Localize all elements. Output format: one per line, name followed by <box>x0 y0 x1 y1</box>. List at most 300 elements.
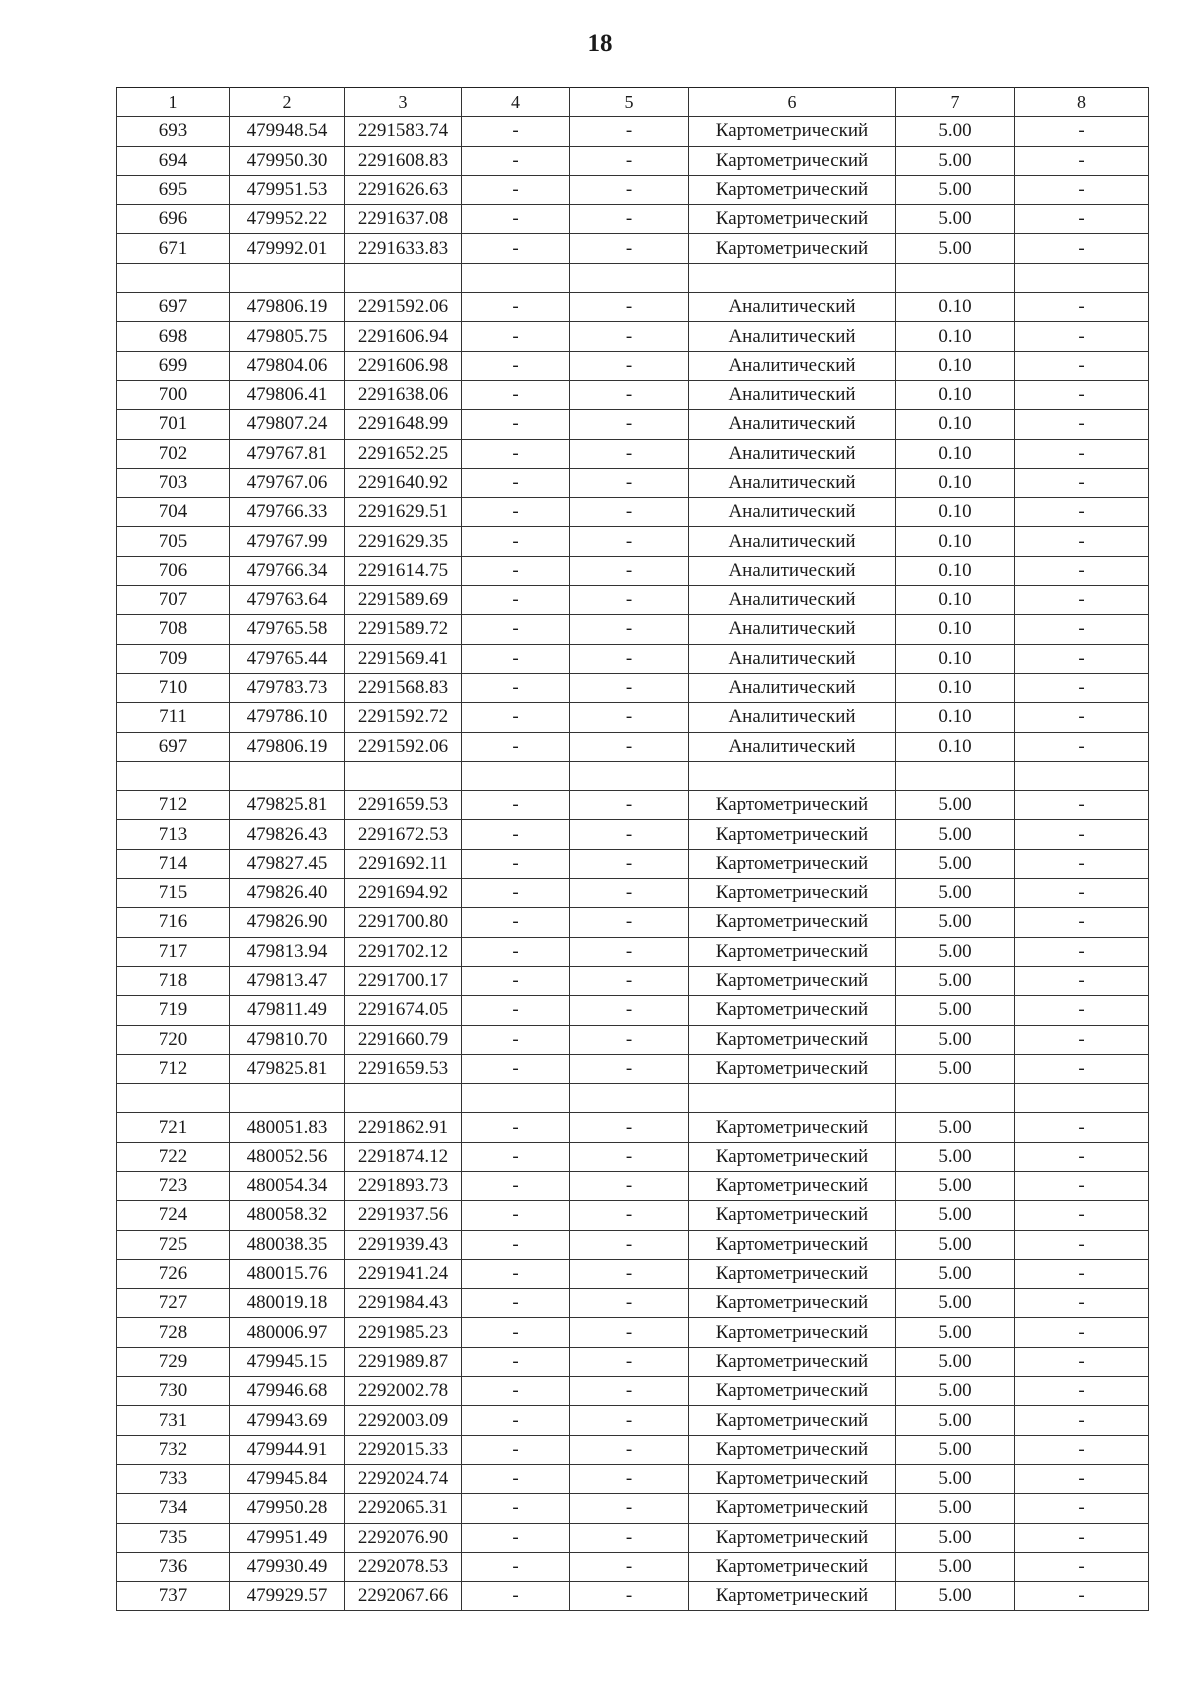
table-row <box>117 439 1149 468</box>
cell-accuracy: 5.00 <box>896 205 1015 234</box>
cell-x-coordinate: 479951.53 <box>230 175 345 204</box>
table-row <box>117 1259 1149 1288</box>
cell-col-8: - <box>1015 615 1149 644</box>
cell-col-5: - <box>570 732 689 761</box>
cell-method: Аналитический <box>689 556 896 585</box>
cell-point-number: 737 <box>117 1582 230 1611</box>
cell-col-8: - <box>1015 439 1149 468</box>
cell-col-4: - <box>462 556 570 585</box>
cell-method: Аналитический <box>689 380 896 409</box>
cell-col-5: - <box>570 1054 689 1083</box>
cell-col-4: - <box>462 351 570 380</box>
cell-accuracy: 5.00 <box>896 234 1015 263</box>
cell-col-5: - <box>570 966 689 995</box>
cell-col-5: - <box>570 1142 689 1171</box>
cell-col-8: - <box>1015 1201 1149 1230</box>
cell-col-8: - <box>1015 468 1149 497</box>
cell-col-8: - <box>1015 1552 1149 1581</box>
cell-x-coordinate: 479943.69 <box>230 1406 345 1435</box>
separator-cell <box>1015 761 1149 790</box>
cell-col-4: - <box>462 791 570 820</box>
cell-accuracy: 0.10 <box>896 322 1015 351</box>
cell-method: Картометрический <box>689 908 896 937</box>
table-body <box>117 88 1149 1611</box>
cell-col-4: - <box>462 322 570 351</box>
cell-col-4: - <box>462 673 570 702</box>
cell-col-8: - <box>1015 1494 1149 1523</box>
cell-x-coordinate: 479766.33 <box>230 498 345 527</box>
table-row <box>117 468 1149 497</box>
table-row <box>117 1201 1149 1230</box>
cell-x-coordinate: 479946.68 <box>230 1377 345 1406</box>
cell-y-coordinate: 2291606.98 <box>345 351 462 380</box>
cell-col-4: - <box>462 732 570 761</box>
cell-col-4: - <box>462 498 570 527</box>
cell-col-5: - <box>570 1171 689 1200</box>
cell-y-coordinate: 2291633.83 <box>345 234 462 263</box>
cell-col-5: - <box>570 468 689 497</box>
cell-x-coordinate: 479767.81 <box>230 439 345 468</box>
cell-col-5: - <box>570 791 689 820</box>
table-row <box>117 146 1149 175</box>
cell-point-number: 694 <box>117 146 230 175</box>
cell-accuracy: 5.00 <box>896 117 1015 146</box>
cell-y-coordinate: 2291626.63 <box>345 175 462 204</box>
cell-col-4: - <box>462 849 570 878</box>
cell-col-5: - <box>570 175 689 204</box>
cell-col-4: - <box>462 1025 570 1054</box>
table-row <box>117 1054 1149 1083</box>
cell-col-4: - <box>462 703 570 732</box>
cell-method: Картометрический <box>689 117 896 146</box>
cell-col-8: - <box>1015 644 1149 673</box>
separator-cell <box>689 761 896 790</box>
cell-accuracy: 5.00 <box>896 1552 1015 1581</box>
cell-col-4: - <box>462 175 570 204</box>
cell-col-8: - <box>1015 1171 1149 1200</box>
cell-y-coordinate: 2292015.33 <box>345 1435 462 1464</box>
cell-col-5: - <box>570 1347 689 1376</box>
cell-col-4: - <box>462 1318 570 1347</box>
cell-col-4: - <box>462 1582 570 1611</box>
cell-col-4: - <box>462 146 570 175</box>
cell-y-coordinate: 2291592.72 <box>345 703 462 732</box>
cell-col-8: - <box>1015 1582 1149 1611</box>
cell-point-number: 718 <box>117 966 230 995</box>
cell-col-4: - <box>462 380 570 409</box>
cell-x-coordinate: 479825.81 <box>230 791 345 820</box>
cell-accuracy: 5.00 <box>896 879 1015 908</box>
cell-method: Аналитический <box>689 322 896 351</box>
cell-col-5: - <box>570 908 689 937</box>
separator-cell <box>117 263 230 292</box>
cell-y-coordinate: 2291660.79 <box>345 1025 462 1054</box>
cell-accuracy: 0.10 <box>896 410 1015 439</box>
cell-y-coordinate: 2292078.53 <box>345 1552 462 1581</box>
table-row <box>117 937 1149 966</box>
cell-x-coordinate: 480058.32 <box>230 1201 345 1230</box>
cell-point-number: 696 <box>117 205 230 234</box>
separator-cell <box>462 761 570 790</box>
cell-x-coordinate: 479930.49 <box>230 1552 345 1581</box>
cell-accuracy: 5.00 <box>896 1142 1015 1171</box>
cell-col-5: - <box>570 322 689 351</box>
cell-method: Картометрический <box>689 1113 896 1142</box>
cell-point-number: 706 <box>117 556 230 585</box>
cell-y-coordinate: 2291985.23 <box>345 1318 462 1347</box>
cell-y-coordinate: 2291629.35 <box>345 527 462 556</box>
cell-method: Аналитический <box>689 468 896 497</box>
cell-method: Картометрический <box>689 175 896 204</box>
cell-x-coordinate: 479763.64 <box>230 586 345 615</box>
cell-col-5: - <box>570 1552 689 1581</box>
cell-col-8: - <box>1015 966 1149 995</box>
cell-col-4: - <box>462 205 570 234</box>
cell-y-coordinate: 2291700.80 <box>345 908 462 937</box>
cell-y-coordinate: 2291939.43 <box>345 1230 462 1259</box>
header-cell-col-5: 5 <box>570 88 689 117</box>
separator-cell <box>345 761 462 790</box>
cell-point-number: 714 <box>117 849 230 878</box>
cell-y-coordinate: 2291937.56 <box>345 1201 462 1230</box>
cell-point-number: 733 <box>117 1464 230 1493</box>
cell-y-coordinate: 2291893.73 <box>345 1171 462 1200</box>
cell-point-number: 693 <box>117 117 230 146</box>
header-cell-x-coordinate: 2 <box>230 88 345 117</box>
cell-method: Картометрический <box>689 1318 896 1347</box>
cell-col-4: - <box>462 1230 570 1259</box>
cell-accuracy: 5.00 <box>896 1582 1015 1611</box>
cell-accuracy: 5.00 <box>896 1464 1015 1493</box>
cell-method: Аналитический <box>689 644 896 673</box>
table-row <box>117 175 1149 204</box>
separator-cell <box>896 761 1015 790</box>
separator-cell <box>570 1084 689 1113</box>
separator-cell <box>570 263 689 292</box>
cell-x-coordinate: 479826.43 <box>230 820 345 849</box>
cell-col-8: - <box>1015 1230 1149 1259</box>
cell-col-4: - <box>462 586 570 615</box>
cell-point-number: 735 <box>117 1523 230 1552</box>
cell-col-5: - <box>570 1201 689 1230</box>
header-cell-accuracy: 7 <box>896 88 1015 117</box>
cell-col-8: - <box>1015 527 1149 556</box>
cell-col-5: - <box>570 1523 689 1552</box>
cell-col-8: - <box>1015 937 1149 966</box>
section-separator-row <box>117 761 1149 790</box>
table-row <box>117 820 1149 849</box>
cell-point-number: 697 <box>117 293 230 322</box>
cell-accuracy: 0.10 <box>896 351 1015 380</box>
cell-accuracy: 5.00 <box>896 1435 1015 1464</box>
cell-col-4: - <box>462 1464 570 1493</box>
cell-y-coordinate: 2292002.78 <box>345 1377 462 1406</box>
table-row <box>117 732 1149 761</box>
cell-point-number: 701 <box>117 410 230 439</box>
cell-y-coordinate: 2291640.92 <box>345 468 462 497</box>
cell-accuracy: 5.00 <box>896 937 1015 966</box>
cell-col-5: - <box>570 820 689 849</box>
cell-accuracy: 0.10 <box>896 615 1015 644</box>
cell-y-coordinate: 2291569.41 <box>345 644 462 673</box>
cell-point-number: 717 <box>117 937 230 966</box>
table-row <box>117 1230 1149 1259</box>
cell-col-8: - <box>1015 673 1149 702</box>
cell-point-number: 709 <box>117 644 230 673</box>
cell-col-5: - <box>570 527 689 556</box>
cell-y-coordinate: 2291702.12 <box>345 937 462 966</box>
cell-col-8: - <box>1015 234 1149 263</box>
cell-col-5: - <box>570 615 689 644</box>
cell-col-8: - <box>1015 703 1149 732</box>
cell-y-coordinate: 2291984.43 <box>345 1289 462 1318</box>
cell-method: Картометрический <box>689 1435 896 1464</box>
cell-x-coordinate: 479783.73 <box>230 673 345 702</box>
cell-method: Картометрический <box>689 791 896 820</box>
table-row <box>117 1464 1149 1493</box>
cell-method: Аналитический <box>689 732 896 761</box>
cell-method: Аналитический <box>689 673 896 702</box>
cell-col-5: - <box>570 439 689 468</box>
cell-col-4: - <box>462 908 570 937</box>
cell-col-8: - <box>1015 879 1149 908</box>
cell-accuracy: 0.10 <box>896 498 1015 527</box>
cell-col-4: - <box>462 117 570 146</box>
cell-accuracy: 0.10 <box>896 556 1015 585</box>
cell-y-coordinate: 2291592.06 <box>345 732 462 761</box>
cell-col-5: - <box>570 1582 689 1611</box>
cell-col-8: - <box>1015 556 1149 585</box>
cell-y-coordinate: 2291638.06 <box>345 380 462 409</box>
cell-y-coordinate: 2292003.09 <box>345 1406 462 1435</box>
table-row <box>117 498 1149 527</box>
cell-col-8: - <box>1015 849 1149 878</box>
cell-y-coordinate: 2291692.11 <box>345 849 462 878</box>
cell-accuracy: 5.00 <box>896 820 1015 849</box>
cell-method: Картометрический <box>689 1171 896 1200</box>
cell-accuracy: 5.00 <box>896 1259 1015 1288</box>
cell-point-number: 719 <box>117 996 230 1025</box>
cell-accuracy: 5.00 <box>896 1113 1015 1142</box>
cell-x-coordinate: 479806.19 <box>230 732 345 761</box>
separator-cell <box>230 761 345 790</box>
cell-col-5: - <box>570 380 689 409</box>
cell-col-8: - <box>1015 1142 1149 1171</box>
table-row <box>117 1347 1149 1376</box>
cell-col-8: - <box>1015 1406 1149 1435</box>
cell-col-8: - <box>1015 1259 1149 1288</box>
header-cell-method: 6 <box>689 88 896 117</box>
cell-col-4: - <box>462 1523 570 1552</box>
cell-col-5: - <box>570 644 689 673</box>
table-row <box>117 1025 1149 1054</box>
cell-col-8: - <box>1015 380 1149 409</box>
cell-col-8: - <box>1015 1377 1149 1406</box>
cell-method: Картометрический <box>689 879 896 908</box>
cell-col-8: - <box>1015 586 1149 615</box>
table-row <box>117 966 1149 995</box>
cell-col-5: - <box>570 410 689 439</box>
cell-accuracy: 5.00 <box>896 1347 1015 1376</box>
table-row <box>117 1318 1149 1347</box>
cell-x-coordinate: 479806.19 <box>230 293 345 322</box>
cell-x-coordinate: 479810.70 <box>230 1025 345 1054</box>
cell-point-number: 702 <box>117 439 230 468</box>
cell-accuracy: 5.00 <box>896 175 1015 204</box>
cell-accuracy: 5.00 <box>896 1377 1015 1406</box>
cell-point-number: 697 <box>117 732 230 761</box>
cell-y-coordinate: 2291941.24 <box>345 1259 462 1288</box>
cell-col-4: - <box>462 996 570 1025</box>
separator-cell <box>117 1084 230 1113</box>
cell-col-8: - <box>1015 1347 1149 1376</box>
table-row <box>117 1523 1149 1552</box>
cell-method: Аналитический <box>689 293 896 322</box>
cell-point-number: 712 <box>117 1054 230 1083</box>
cell-y-coordinate: 2291700.17 <box>345 966 462 995</box>
cell-x-coordinate: 479786.10 <box>230 703 345 732</box>
table-row <box>117 1406 1149 1435</box>
cell-point-number: 708 <box>117 615 230 644</box>
cell-point-number: 729 <box>117 1347 230 1376</box>
cell-x-coordinate: 479813.47 <box>230 966 345 995</box>
page-number: 18 <box>587 30 613 57</box>
cell-method: Картометрический <box>689 1406 896 1435</box>
cell-y-coordinate: 2291659.53 <box>345 791 462 820</box>
cell-x-coordinate: 480051.83 <box>230 1113 345 1142</box>
cell-accuracy: 0.10 <box>896 586 1015 615</box>
cell-method: Картометрический <box>689 937 896 966</box>
cell-method: Картометрический <box>689 1494 896 1523</box>
cell-col-4: - <box>462 293 570 322</box>
table-row <box>117 117 1149 146</box>
cell-y-coordinate: 2291652.25 <box>345 439 462 468</box>
cell-x-coordinate: 480054.34 <box>230 1171 345 1200</box>
cell-method: Картометрический <box>689 849 896 878</box>
cell-col-8: - <box>1015 732 1149 761</box>
table-row <box>117 527 1149 556</box>
table-row <box>117 1289 1149 1318</box>
table-row <box>117 410 1149 439</box>
cell-method: Картометрический <box>689 1582 896 1611</box>
cell-point-number: 671 <box>117 234 230 263</box>
cell-method: Картометрический <box>689 1142 896 1171</box>
cell-col-8: - <box>1015 791 1149 820</box>
cell-y-coordinate: 2291862.91 <box>345 1113 462 1142</box>
table-row <box>117 380 1149 409</box>
cell-col-5: - <box>570 996 689 1025</box>
cell-accuracy: 0.10 <box>896 439 1015 468</box>
separator-cell <box>570 761 689 790</box>
cell-point-number: 732 <box>117 1435 230 1464</box>
cell-x-coordinate: 479945.15 <box>230 1347 345 1376</box>
separator-cell <box>345 1084 462 1113</box>
cell-y-coordinate: 2291637.08 <box>345 205 462 234</box>
cell-method: Картометрический <box>689 1230 896 1259</box>
cell-point-number: 705 <box>117 527 230 556</box>
cell-accuracy: 5.00 <box>896 1025 1015 1054</box>
separator-cell <box>689 263 896 292</box>
table-row <box>117 849 1149 878</box>
cell-y-coordinate: 2291592.06 <box>345 293 462 322</box>
cell-accuracy: 5.00 <box>896 1318 1015 1347</box>
cell-y-coordinate: 2291672.53 <box>345 820 462 849</box>
cell-point-number: 707 <box>117 586 230 615</box>
cell-x-coordinate: 479825.81 <box>230 1054 345 1083</box>
cell-x-coordinate: 479765.44 <box>230 644 345 673</box>
cell-x-coordinate: 480006.97 <box>230 1318 345 1347</box>
cell-x-coordinate: 479826.90 <box>230 908 345 937</box>
cell-col-5: - <box>570 1289 689 1318</box>
cell-method: Картометрический <box>689 1025 896 1054</box>
cell-col-4: - <box>462 234 570 263</box>
table-row <box>117 205 1149 234</box>
cell-accuracy: 5.00 <box>896 1494 1015 1523</box>
cell-col-5: - <box>570 1259 689 1288</box>
cell-col-5: - <box>570 1113 689 1142</box>
cell-y-coordinate: 2291583.74 <box>345 117 462 146</box>
cell-x-coordinate: 479827.45 <box>230 849 345 878</box>
cell-method: Картометрический <box>689 820 896 849</box>
cell-col-4: - <box>462 1406 570 1435</box>
cell-point-number: 722 <box>117 1142 230 1171</box>
cell-col-4: - <box>462 1054 570 1083</box>
separator-cell <box>345 263 462 292</box>
cell-col-4: - <box>462 1171 570 1200</box>
cell-col-4: - <box>462 820 570 849</box>
table-row <box>117 1377 1149 1406</box>
cell-point-number: 703 <box>117 468 230 497</box>
table-row <box>117 556 1149 585</box>
cell-col-4: - <box>462 615 570 644</box>
table-row <box>117 1171 1149 1200</box>
cell-x-coordinate: 479813.94 <box>230 937 345 966</box>
separator-cell <box>689 1084 896 1113</box>
cell-x-coordinate: 479950.28 <box>230 1494 345 1523</box>
cell-method: Аналитический <box>689 410 896 439</box>
cell-col-4: - <box>462 1259 570 1288</box>
cell-col-5: - <box>570 703 689 732</box>
cell-y-coordinate: 2292024.74 <box>345 1464 462 1493</box>
cell-x-coordinate: 480019.18 <box>230 1289 345 1318</box>
cell-col-4: - <box>462 527 570 556</box>
cell-accuracy: 5.00 <box>896 1171 1015 1200</box>
cell-col-8: - <box>1015 820 1149 849</box>
cell-col-4: - <box>462 1435 570 1464</box>
cell-col-8: - <box>1015 908 1149 937</box>
table-row <box>117 615 1149 644</box>
cell-point-number: 698 <box>117 322 230 351</box>
table-row <box>117 1142 1149 1171</box>
table-row <box>117 673 1149 702</box>
cell-method: Аналитический <box>689 351 896 380</box>
cell-col-4: - <box>462 644 570 673</box>
cell-method: Аналитический <box>689 498 896 527</box>
separator-cell <box>896 263 1015 292</box>
cell-method: Картометрический <box>689 1201 896 1230</box>
cell-x-coordinate: 479767.06 <box>230 468 345 497</box>
section-separator-row <box>117 1084 1149 1113</box>
cell-method: Аналитический <box>689 615 896 644</box>
cell-point-number: 734 <box>117 1494 230 1523</box>
cell-x-coordinate: 479804.06 <box>230 351 345 380</box>
cell-x-coordinate: 479929.57 <box>230 1582 345 1611</box>
cell-method: Аналитический <box>689 703 896 732</box>
cell-accuracy: 5.00 <box>896 1230 1015 1259</box>
cell-col-5: - <box>570 1464 689 1493</box>
cell-y-coordinate: 2291648.99 <box>345 410 462 439</box>
cell-x-coordinate: 479992.01 <box>230 234 345 263</box>
